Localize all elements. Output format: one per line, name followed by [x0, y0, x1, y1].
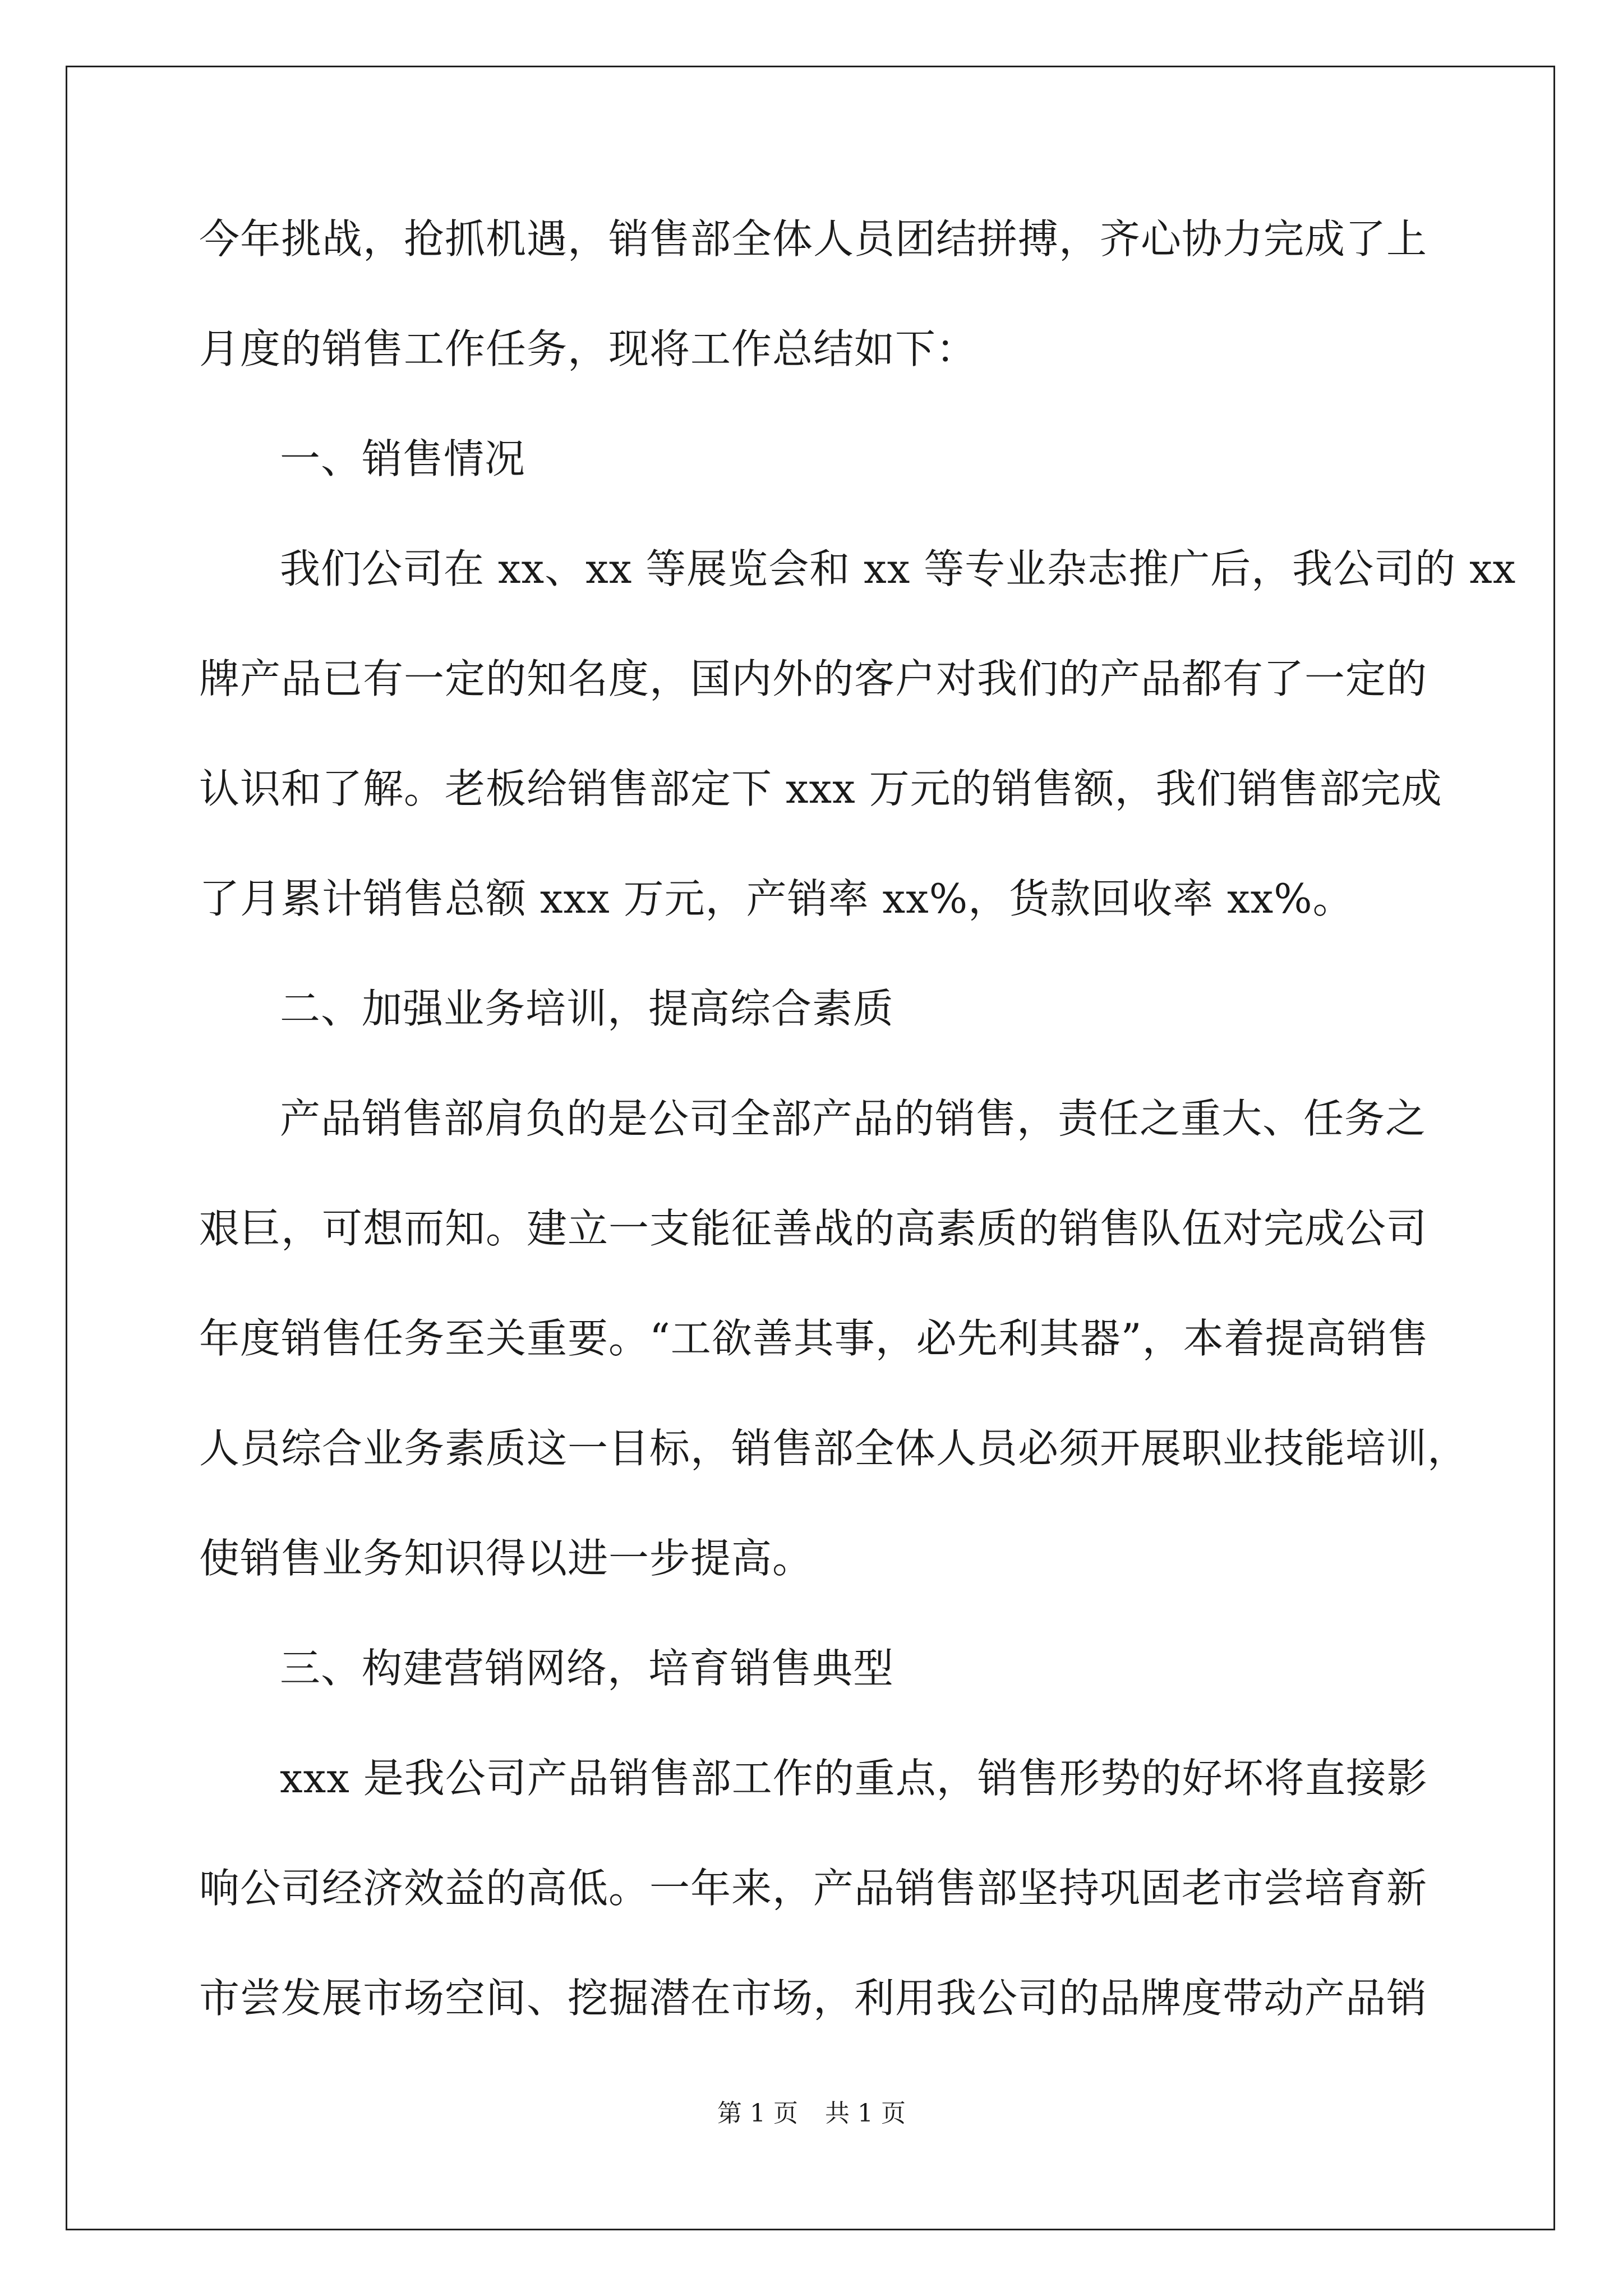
paragraph-first-line: 产品销售部肩负的是公司全部产品的销售，责任之重大、任务之 [280, 1095, 1427, 1142]
body-line: 艰巨，可想而知。建立一支能征善战的高素质的销售队伍对完成公司 [199, 1205, 1428, 1252]
section-heading: 三、构建营销网络，培育销售典型 [280, 1645, 895, 1692]
body-line: 今年挑战，抢抓机遇，销售部全体人员团结拼搏，齐心协力完成了上 [199, 215, 1428, 263]
body-line: 认识和了解。老板给销售部定下 xxx 万元的销售额，我们销售部完成 [199, 765, 1442, 812]
section-heading: 一、销售情况 [280, 435, 526, 482]
page-total: 共 1 页 [825, 2099, 906, 2128]
body-line: 了月累计销售总额 xxx 万元，产销率 xx%，货款回收率 xx%。 [199, 875, 1354, 922]
body-line: 人员综合业务素质这一目标，销售部全体人员必须开展职业技能培训， [199, 1425, 1469, 1472]
body-line: 牌产品已有一定的知名度，国内外的客户对我们的产品都有了一定的 [199, 655, 1428, 702]
body-line: 使销售业务知识得以进一步提高。 [199, 1535, 814, 1582]
page-footer [0, 2100, 1623, 2128]
body-line: 月度的销售工作任务，现将工作总结如下： [199, 325, 978, 372]
body-line: 市尝发展市场空间、挖掘潜在市场，利用我公司的品牌度带动产品销 [199, 1975, 1428, 2022]
section-heading: 二、加强业务培训，提高综合素质 [280, 985, 895, 1032]
paragraph-first-line: 我们公司在 xx、xx 等展览会和 xx 等专业杂志推广后，我公司的 xx [280, 545, 1516, 592]
page-number: 第 1 页 [717, 2099, 798, 2128]
paragraph-first-line: xxx 是我公司产品销售部工作的重点，销售形势的好坏将直接影 [280, 1755, 1428, 1802]
body-line: 年度销售任务至关重要。“工欲善其事，必先利其器”，本着提高销售 [199, 1315, 1429, 1362]
body-line: 响公司经济效益的高低。一年来，产品销售部坚持巩固老市尝培育新 [199, 1865, 1428, 1912]
document-body [199, 215, 1516, 2088]
